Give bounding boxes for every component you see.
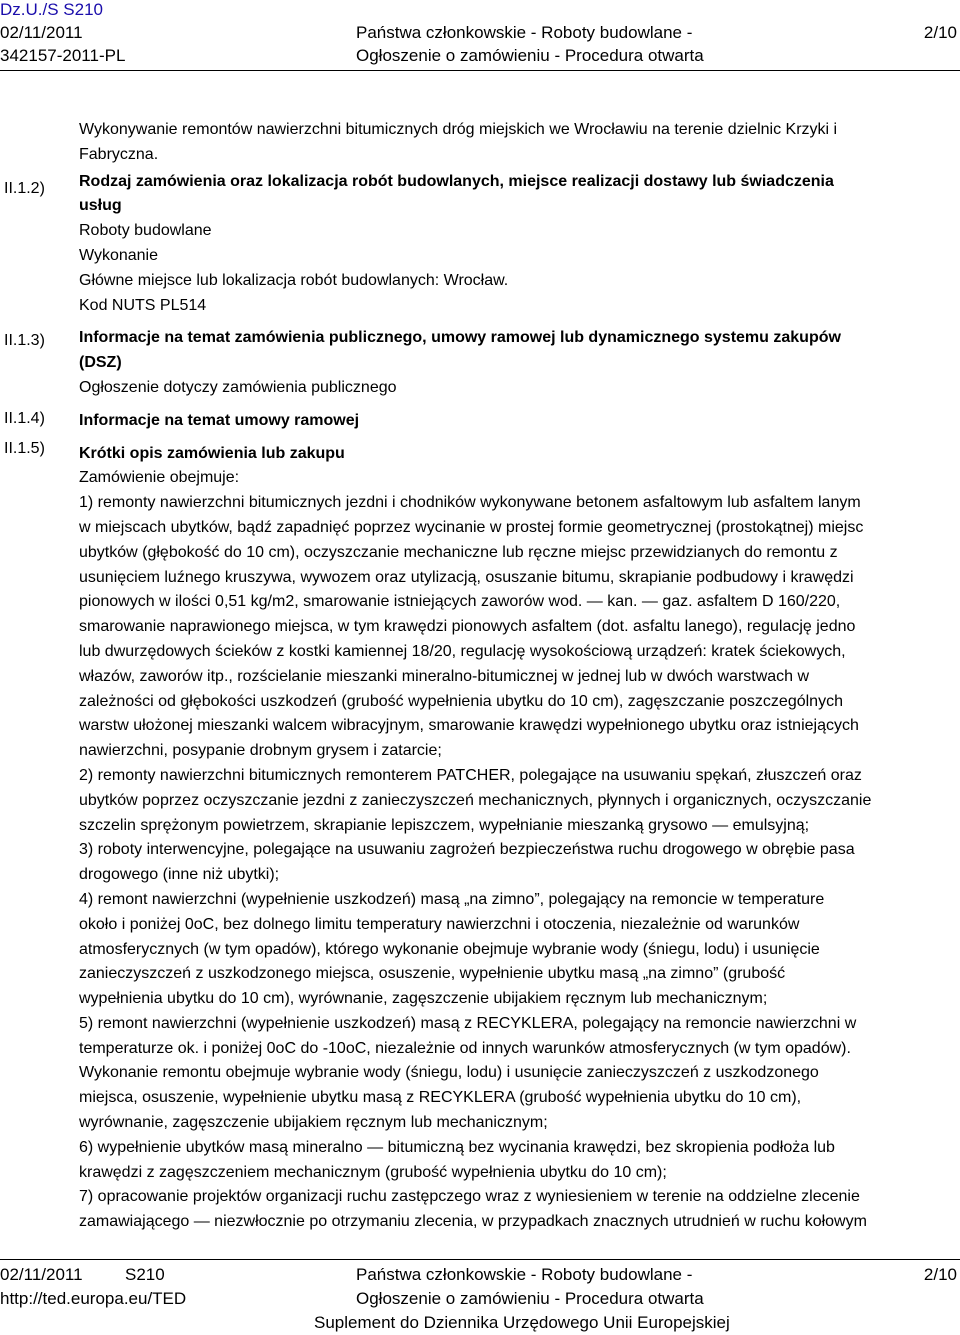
contract-title-line2: Fabryczna. <box>79 145 159 163</box>
footer-title-line1: Państwa członkowskie - Roboty budowlane - <box>356 1265 693 1284</box>
s4-heading: Informacje na temat umowy ramowej <box>79 411 360 429</box>
description-line: 7) opracowanie projektów organizacji ruchu zastępczego wraz z wyniesieniem w terenie na oddzielne zlecenie <box>79 1188 860 1206</box>
description-line: w miejscach ubytków, bądź zapadnięć poprzez wycinanie w prostej formie geometrycznej (prostokątnej) miejsc <box>79 518 864 536</box>
description-line: 1) remonty nawierzchni bitumicznych jezdni i chodników wykonywane betonem asfaltowym lub asfaltem lanym <box>79 494 861 512</box>
description-line: ubytków poprzez oczyszczanie jezdni z zanieczyszczeń mechanicznych, płynnych i organicznych, oczyszczanie <box>79 791 872 809</box>
description-line: lub dwurzędowych ścieków z kostki kamiennej 18/20, regulację wysokościową urządzeń: kratek ściekowych, <box>79 642 846 660</box>
s5-intro: Zamówienie obejmuje: <box>79 469 240 487</box>
section-number-ii-1-5: II.1.5) <box>4 440 45 457</box>
header-rule <box>0 70 960 71</box>
description-text <box>79 491 959 1235</box>
description-line: szczelin sprężonym powietrzem, skrapianie lepiszczem, wypełnianie mieszanką grysowo — emulsyjną; <box>79 816 810 834</box>
s5-heading: Krótki opis zamówienia lub zakupu <box>79 444 345 462</box>
description-line: warstw ułożonej mieszanki walcem wibracyjnym, smarowanie krawędzi wypełnionego ubytku oraz istniejących <box>79 717 859 735</box>
s3-value: Ogłoszenie dotyczy zamówienia publicznego <box>79 378 397 396</box>
footer-url-link[interactable]: http://ted.europa.eu/TED <box>0 1289 187 1308</box>
description-line: zamawiającego — niezwłocznie po otrzymaniu zlecenia, w przypadkach znacznych utrudnień w ruchu kołowym <box>79 1213 867 1231</box>
description-line: 4) remont nawierzchni (wypełnienie uszkodzeń) masą „na zimno”, polegający na remoncie w temperature <box>79 890 825 908</box>
description-line: atmosferycznych (w tym opadów), którego wykonanie obejmuje wybranie wody (śniegu, lodu) i usunięcie <box>79 940 820 958</box>
notice-body <box>79 118 959 1235</box>
journal-ref-link[interactable]: Dz.U./S S210 <box>0 0 103 19</box>
description-line: 2) remonty nawierzchni bitumicznych remonterem PATCHER, polegające na usuwaniu spękań, złuszczeń oraz <box>79 766 862 784</box>
section-number-ii-1-2: II.1.2) <box>4 180 45 197</box>
description-line: około i poniżej 0oC, bez dolnego limitu temperatury nawierzchni i otoczenia, niezależnie od warunków <box>79 915 800 933</box>
header-page-number: 2/10 <box>923 23 957 42</box>
description-line: smarowanie naprawionego miejsca, w tym krawędzi pionowych asfaltem (dot. asfaltu lanego), regulację jedno <box>79 618 856 636</box>
description-line: 3) roboty interwencyjne, polegające na usuwaniu zagrożeń bezpieczeństwa ruchu drogowego w obrębie pasa <box>79 841 855 859</box>
description-line: 5) remont nawierzchni (wypełnienie uszkodzeń) masą z RECYKLERA, polegający na remoncie nawierzchni w <box>79 1014 857 1032</box>
footer-rule <box>0 1259 960 1260</box>
description-line: włazów, zaworów itp., rozścielanie mieszanki mineralno-bitumicznej w jednej lub w dwóch warstwach w <box>79 667 810 685</box>
header-title-line1: Państwa członkowskie - Roboty budowlane - <box>356 23 693 42</box>
s3-heading-line2: (DSZ) <box>79 354 122 372</box>
description-line: ubytków (głębokość do 10 cm), oczyszczanie mechaniczne lub ręczne miejsc przewidzianych do remontu z <box>79 543 838 561</box>
footer-page-number: 2/10 <box>923 1265 957 1284</box>
description-line: wypełnienia ubytku do 10 cm), wyrównanie, zagęszczenie ubijakiem ręcznym lub mechanicznym; <box>79 990 768 1008</box>
section-number-ii-1-3: II.1.3) <box>4 332 45 349</box>
description-line: wyrównanie, zagęszczenie ubijakiem ręcznym lub mechanicznym; <box>79 1114 548 1132</box>
footer-series: S210 <box>125 1265 165 1284</box>
s2-nuts-code: Kod NUTS PL514 <box>79 296 207 314</box>
header-notice-id: 342157-2011-PL <box>0 46 126 65</box>
s2-contract-type: Roboty budowlane <box>79 222 212 240</box>
footer-supplement: Suplement do Dziennika Urzędowego Unii Europejskiej <box>314 1313 730 1332</box>
description-line: pionowych w ilości 0,51 kg/m2, smarowanie istniejących zaworów wod. — kan. — gaz. asfaltem D 160/220, <box>79 593 841 611</box>
s2-contract-mode: Wykonanie <box>79 246 159 264</box>
description-line: temperaturze ok. i poniżej 0oC do -10oC, niezależnie od innych warunków atmosferycznych (w tym opadów). <box>79 1039 851 1057</box>
contract-title-line1: Wykonywanie remontów nawierzchni bitumicznych dróg miejskich we Wrocławiu na terenie dzielnic Krzyki i <box>79 121 838 138</box>
s2-location: Główne miejsce lub lokalizacja robót budowlanych: Wrocław. <box>79 271 509 289</box>
header-title-line2: Ogłoszenie o zamówieniu - Procedura otwarta <box>356 46 704 65</box>
description-line: usunięciem luźnego kruszywa, wywozem oraz utylizacją, osuszanie bitumu, skrapianie podbudowy i krawędzi <box>79 568 854 586</box>
footer-title-line2: Ogłoszenie o zamówieniu - Procedura otwarta <box>356 1289 704 1308</box>
description-line: zanieczyszczeń z uszkodzonego miejsca, osuszenie, wypełnienie ubytku masą „na zimno” (grubość <box>79 965 786 983</box>
s2-heading-line2: usług <box>79 197 122 215</box>
section-number-ii-1-4: II.1.4) <box>4 410 45 427</box>
description-line: 6) wypełnienie ubytków masą mineralno — bitumiczną bez wycinania krawędzi, bez skropienia podłoża lub <box>79 1138 835 1156</box>
header-date: 02/11/2011 <box>0 23 83 42</box>
description-line: miejsca, osuszenie, wypełnienie ubytku masą z RECYKLERA (grubość wypełnienia ubytku do 10 cm), <box>79 1089 802 1107</box>
footer-date: 02/11/2011 <box>0 1265 83 1284</box>
description-line: Wykonanie remontu obejmuje wybranie wody (śniegu, lodu) i usunięcie zanieczyszczeń z uszkodzonego <box>79 1064 819 1082</box>
description-line: nawierzchni, posypanie drobnym grysem i zatarcie; <box>79 742 442 760</box>
description-line: zależności od głębokości uszkodzeń (grubość wypełnienia ubytku do 10 cm), zagęszczanie poszczególnych <box>79 692 843 710</box>
description-line: krawędzi z zagęszczeniem mechanicznym (grubość wypełnienia ubytku do 10 cm); <box>79 1163 667 1181</box>
s2-heading-line1: Rodzaj zamówienia oraz lokalizacja robót budowlanych, miejsce realizacji dostawy lub świadczenia <box>79 172 834 190</box>
description-line: drogowego (inne niż ubytki); <box>79 866 280 884</box>
s3-heading-line1: Informacje na temat zamówienia publicznego, umowy ramowej lub dynamicznego systemu zakupów <box>79 329 841 347</box>
